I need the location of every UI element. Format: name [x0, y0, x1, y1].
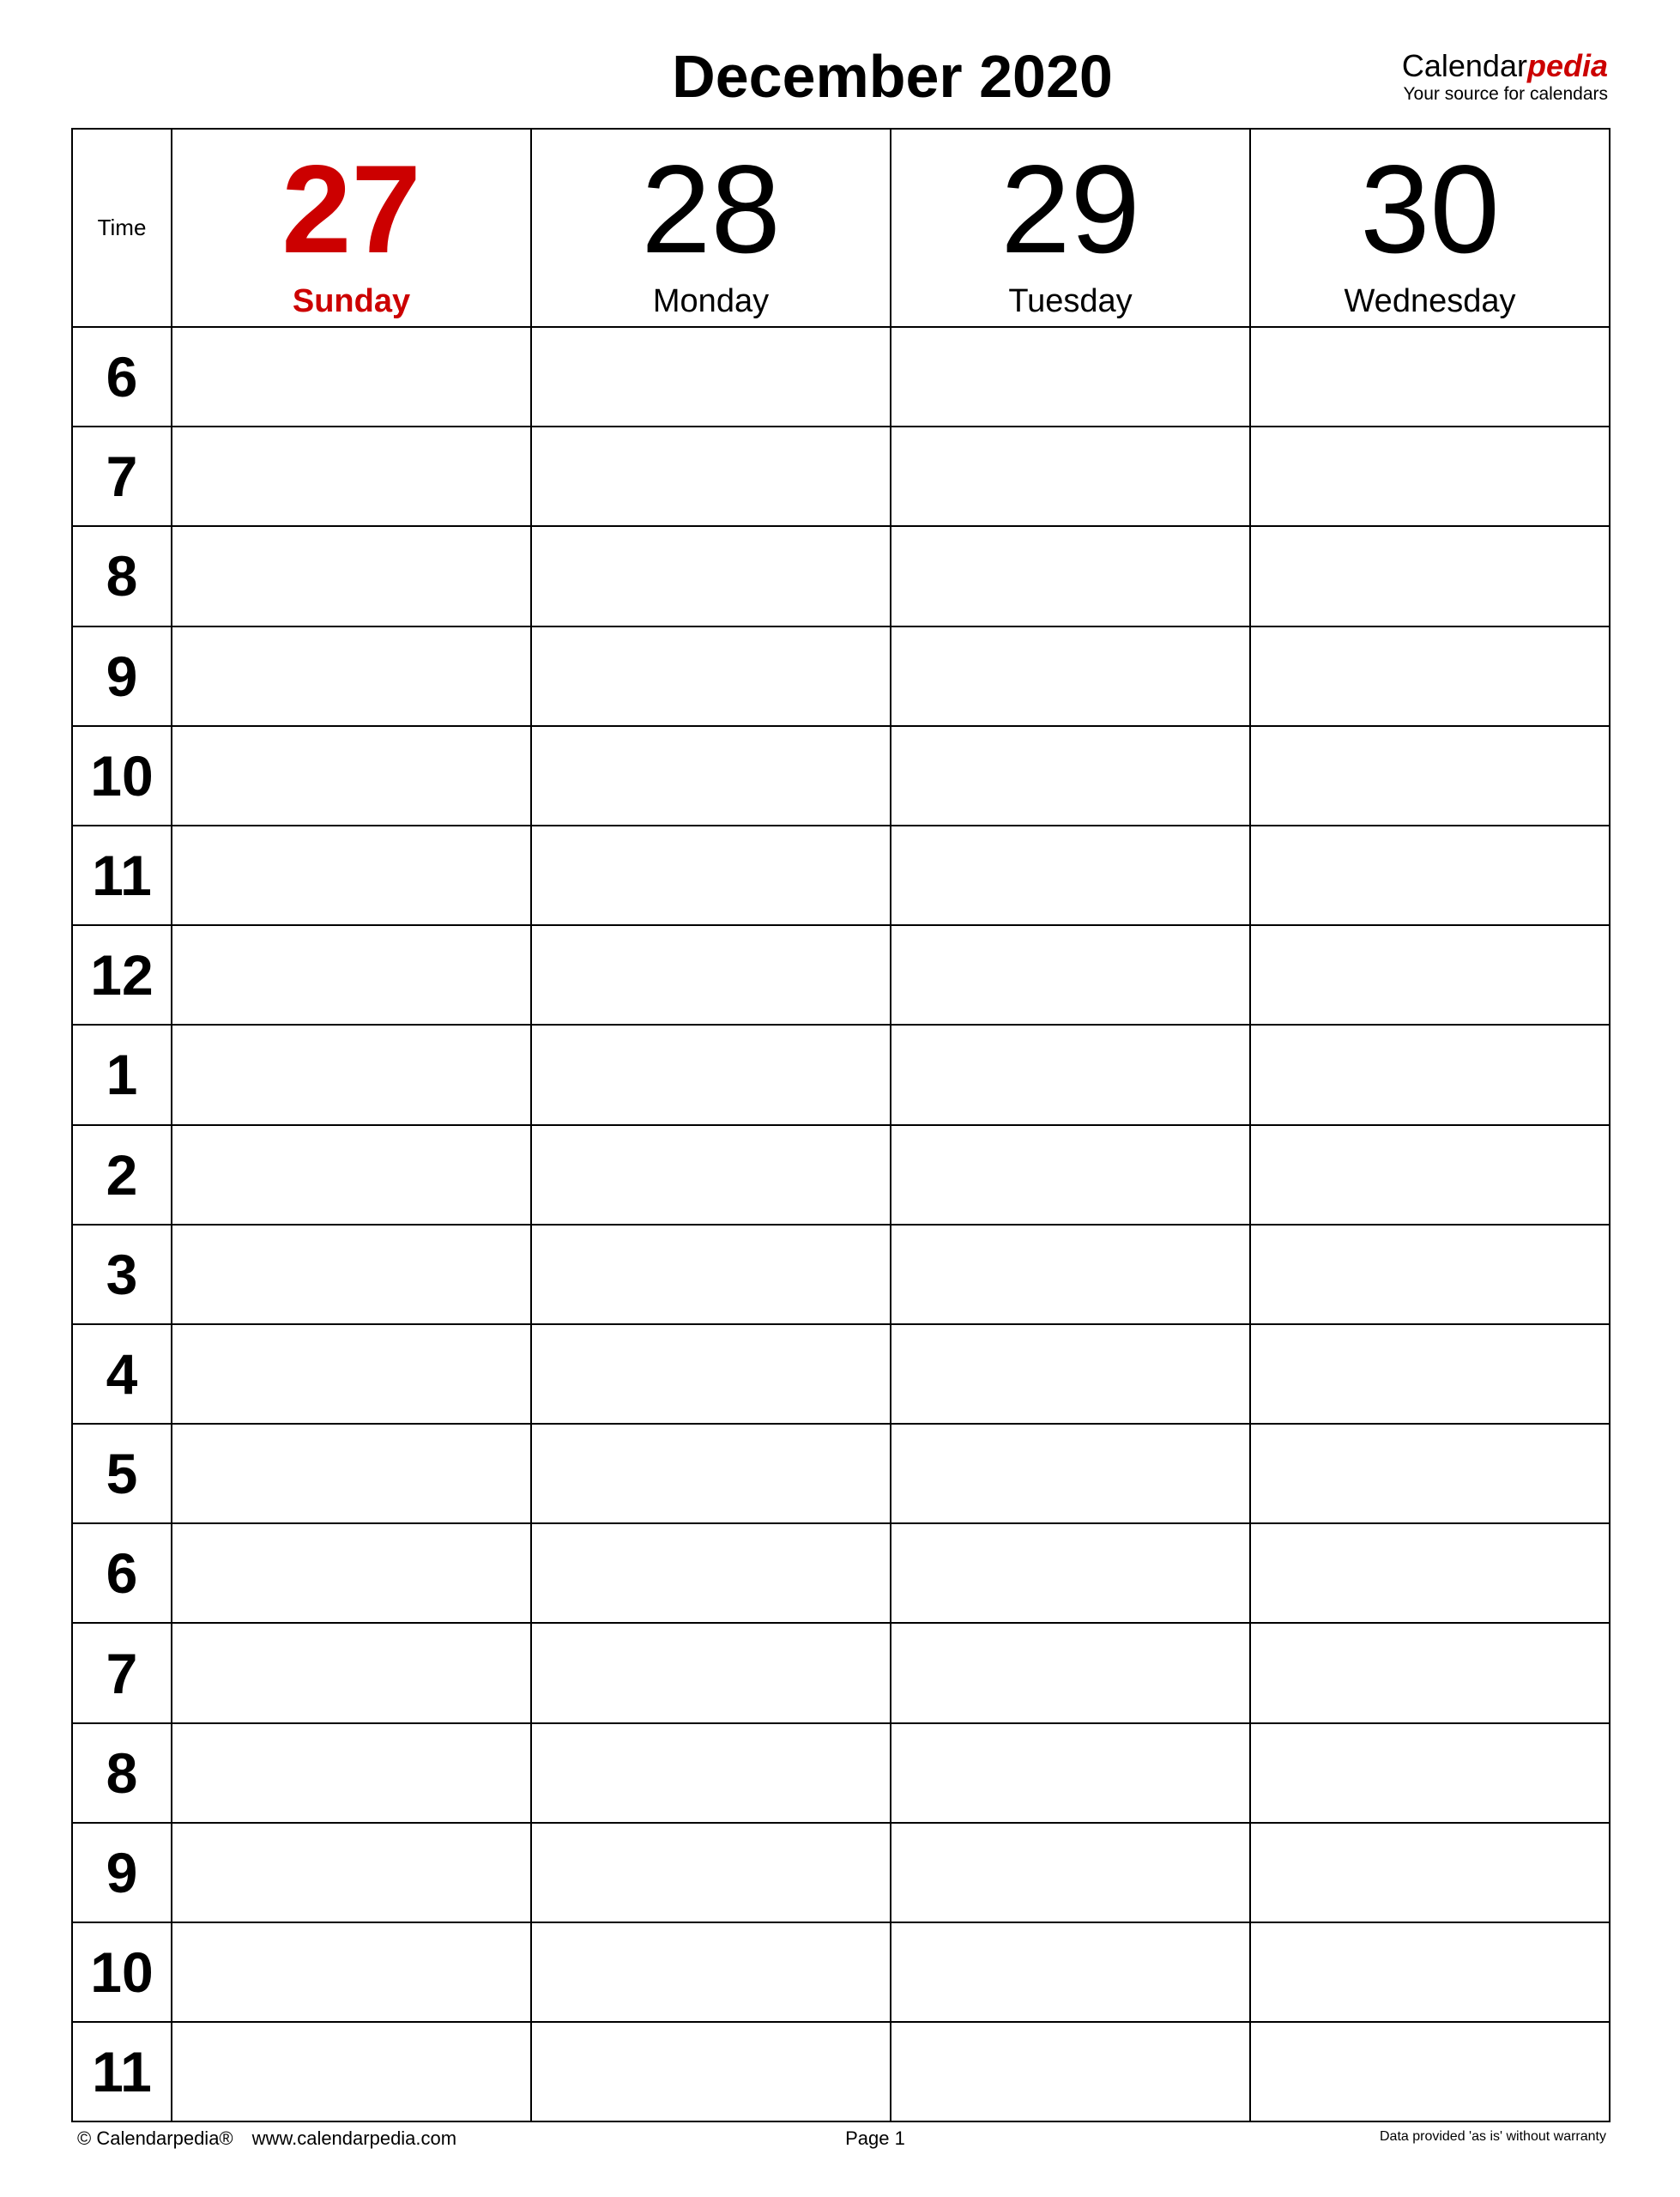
hour-row	[72, 1823, 1610, 1922]
hour-row	[72, 1324, 1610, 1424]
day-header-row	[72, 129, 1610, 327]
time-slot-wednesday[interactable]	[1250, 327, 1610, 427]
time-slot-wednesday[interactable]	[1250, 925, 1610, 1025]
hour-label: 7	[72, 1623, 172, 1722]
time-slot-sunday[interactable]	[172, 626, 531, 726]
time-slot-monday[interactable]	[531, 925, 891, 1025]
time-slot-wednesday[interactable]	[1250, 526, 1610, 626]
hour-row	[72, 1623, 1610, 1722]
hour-row	[72, 1025, 1610, 1124]
hour-label: 10	[72, 1922, 172, 2022]
hour-row	[72, 726, 1610, 826]
time-slot-tuesday[interactable]	[891, 1723, 1250, 1823]
hour-row	[72, 1424, 1610, 1523]
time-slot-tuesday[interactable]	[891, 1225, 1250, 1324]
time-slot-sunday[interactable]	[172, 1823, 531, 1922]
time-slot-tuesday[interactable]	[891, 1823, 1250, 1922]
time-slot-sunday[interactable]	[172, 1424, 531, 1523]
hour-label: 3	[72, 1225, 172, 1324]
day-number: 30	[1360, 139, 1500, 279]
hour-rows	[72, 327, 1610, 2121]
time-slot-tuesday[interactable]	[891, 1125, 1250, 1225]
day-number: 27	[281, 139, 421, 279]
footer-copyright: © Calendarpedia®	[77, 2127, 233, 2149]
time-slot-sunday[interactable]	[172, 2022, 531, 2121]
time-slot-sunday[interactable]	[172, 1225, 531, 1324]
brand-name	[1402, 48, 1608, 84]
hour-label: 6	[72, 1523, 172, 1623]
time-slot-tuesday[interactable]	[891, 626, 1250, 726]
page-title: December 2020	[672, 43, 1113, 110]
footer-disclaimer: Data provided 'as is' without warranty	[1379, 2129, 1606, 2144]
time-slot-sunday[interactable]	[172, 1723, 531, 1823]
hour-row	[72, 1125, 1610, 1225]
hour-label: 2	[72, 1125, 172, 1225]
time-slot-wednesday[interactable]	[1250, 2022, 1610, 2121]
hour-label: 1	[72, 1025, 172, 1124]
hour-row	[72, 826, 1610, 925]
brand-logo	[1402, 48, 1608, 105]
time-slot-sunday[interactable]	[172, 1125, 531, 1225]
time-slot-monday[interactable]	[531, 327, 891, 427]
time-slot-monday[interactable]	[531, 626, 891, 726]
weekly-schedule-table	[71, 128, 1611, 2122]
time-slot-monday[interactable]	[531, 1623, 891, 1722]
time-slot-tuesday[interactable]	[891, 526, 1250, 626]
time-slot-monday[interactable]	[531, 1823, 891, 1922]
hour-label: 7	[72, 427, 172, 526]
time-slot-monday[interactable]	[531, 726, 891, 826]
time-slot-tuesday[interactable]	[891, 726, 1250, 826]
time-slot-tuesday[interactable]	[891, 327, 1250, 427]
time-slot-sunday[interactable]	[172, 1523, 531, 1623]
hour-label: 11	[72, 826, 172, 925]
time-slot-tuesday[interactable]	[891, 925, 1250, 1025]
time-slot-sunday[interactable]	[172, 925, 531, 1025]
time-slot-wednesday[interactable]	[1250, 1324, 1610, 1424]
time-slot-monday[interactable]	[531, 2022, 891, 2121]
time-slot-tuesday[interactable]	[891, 427, 1250, 526]
time-slot-wednesday[interactable]	[1250, 626, 1610, 726]
time-slot-wednesday[interactable]	[1250, 1125, 1610, 1225]
hour-row	[72, 1523, 1610, 1623]
time-slot-wednesday[interactable]	[1250, 1823, 1610, 1922]
time-slot-wednesday[interactable]	[1250, 826, 1610, 925]
day-name: Sunday	[292, 283, 411, 319]
time-slot-tuesday[interactable]	[891, 2022, 1250, 2121]
time-slot-tuesday[interactable]	[891, 1922, 1250, 2022]
day-header-tuesday	[891, 129, 1250, 327]
time-slot-wednesday[interactable]	[1250, 1623, 1610, 1722]
hour-row	[72, 626, 1610, 726]
hour-label: 8	[72, 1723, 172, 1823]
time-slot-sunday[interactable]	[172, 826, 531, 925]
time-slot-sunday[interactable]	[172, 1623, 531, 1722]
time-slot-tuesday[interactable]	[891, 1523, 1250, 1623]
time-slot-sunday[interactable]	[172, 726, 531, 826]
day-number: 29	[1000, 139, 1140, 279]
time-slot-monday[interactable]	[531, 1523, 891, 1623]
time-slot-tuesday[interactable]	[891, 1623, 1250, 1722]
time-slot-monday[interactable]	[531, 427, 891, 526]
day-header-wednesday	[1250, 129, 1610, 327]
time-slot-wednesday[interactable]	[1250, 1225, 1610, 1324]
hour-label: 5	[72, 1424, 172, 1523]
hour-label: 4	[72, 1324, 172, 1424]
time-slot-monday[interactable]	[531, 1922, 891, 2022]
time-slot-monday[interactable]	[531, 826, 891, 925]
hour-label: 8	[72, 526, 172, 626]
hour-label: 10	[72, 726, 172, 826]
time-slot-monday[interactable]	[531, 1723, 891, 1823]
time-slot-tuesday[interactable]	[891, 1025, 1250, 1124]
time-slot-tuesday[interactable]	[891, 826, 1250, 925]
time-slot-sunday[interactable]	[172, 427, 531, 526]
time-slot-wednesday[interactable]	[1250, 427, 1610, 526]
time-slot-wednesday[interactable]	[1250, 1025, 1610, 1124]
time-slot-wednesday[interactable]	[1250, 1922, 1610, 2022]
hour-label: 11	[72, 2022, 172, 2121]
time-slot-monday[interactable]	[531, 1424, 891, 1523]
time-slot-tuesday[interactable]	[891, 1324, 1250, 1424]
day-header-sunday	[172, 129, 531, 327]
day-header-monday	[531, 129, 891, 327]
hour-row	[72, 427, 1610, 526]
hour-row	[72, 1922, 1610, 2022]
hour-row	[72, 526, 1610, 626]
hour-label: 9	[72, 1823, 172, 1922]
time-slot-sunday[interactable]	[172, 1922, 531, 2022]
hour-label: 9	[72, 626, 172, 726]
time-slot-sunday[interactable]	[172, 1025, 531, 1124]
hour-row	[72, 1723, 1610, 1823]
time-slot-wednesday[interactable]	[1250, 1523, 1610, 1623]
time-slot-wednesday[interactable]	[1250, 726, 1610, 826]
time-slot-wednesday[interactable]	[1250, 1723, 1610, 1823]
time-slot-monday[interactable]	[531, 1225, 891, 1324]
footer-page-number: Page 1	[845, 2127, 905, 2149]
time-slot-monday[interactable]	[531, 1025, 891, 1124]
time-slot-monday[interactable]	[531, 526, 891, 626]
day-name: Monday	[652, 283, 770, 319]
time-slot-monday[interactable]	[531, 1125, 891, 1225]
time-slot-sunday[interactable]	[172, 526, 531, 626]
brand-prefix: Calendar	[1401, 48, 1527, 83]
hour-row	[72, 925, 1610, 1025]
time-slot-sunday[interactable]	[172, 327, 531, 427]
day-name: Wednesday	[1344, 283, 1516, 319]
day-number: 28	[641, 139, 781, 279]
hour-label: 6	[72, 327, 172, 427]
day-name: Tuesday	[1008, 283, 1133, 319]
hour-row	[72, 327, 1610, 427]
hour-row	[72, 2022, 1610, 2121]
time-column-header: Time	[72, 129, 172, 327]
footer-website-link[interactable]: www.calendarpedia.com	[251, 2127, 457, 2149]
hour-row	[72, 1225, 1610, 1324]
time-slot-monday[interactable]	[531, 1324, 891, 1424]
time-slot-wednesday[interactable]	[1250, 1424, 1610, 1523]
time-slot-sunday[interactable]	[172, 1324, 531, 1424]
brand-accent: pedia	[1526, 48, 1608, 83]
brand-tagline: Your source for calendars	[1403, 84, 1608, 104]
hour-label: 12	[72, 925, 172, 1025]
time-slot-tuesday[interactable]	[891, 1424, 1250, 1523]
